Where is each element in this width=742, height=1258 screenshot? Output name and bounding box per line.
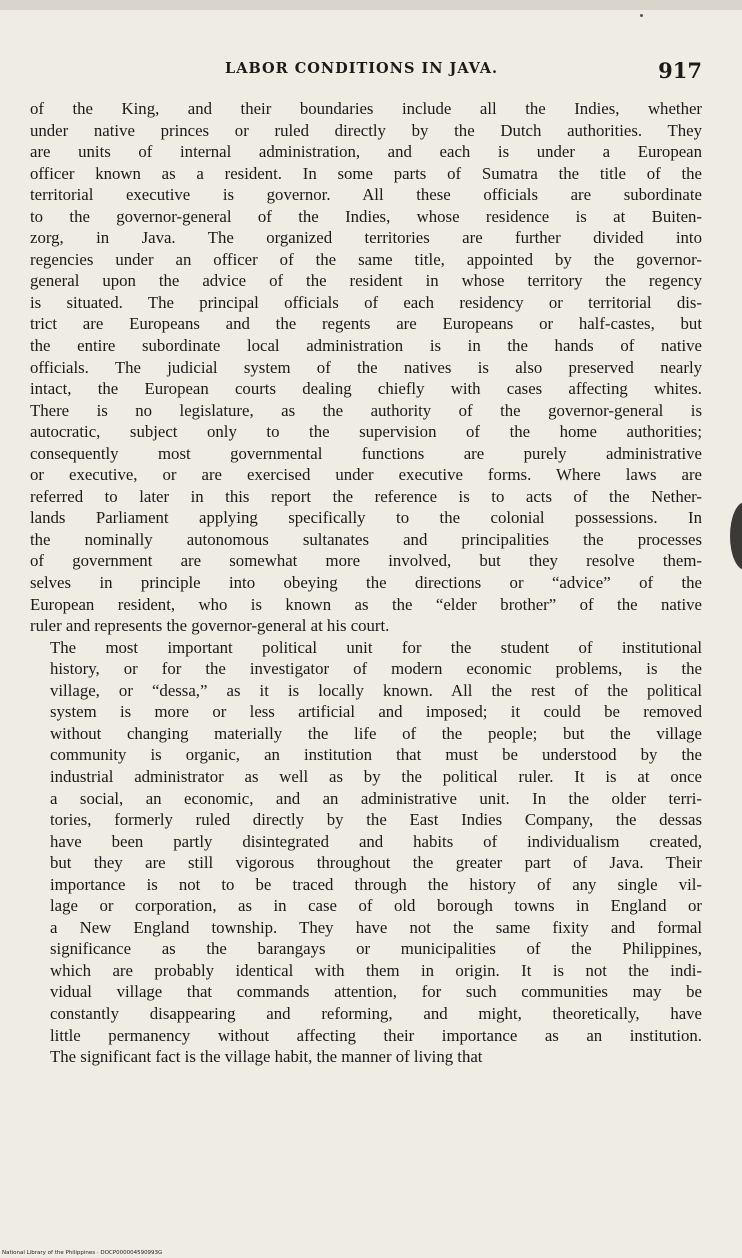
text-line: which are probably identical with them in origin. It is not the indi-	[50, 960, 702, 980]
text-line: the entire subordinate local administration is in the hands of native	[30, 336, 702, 356]
text-line: officer known as a resident. In some parts of Sumatra the title of the	[30, 163, 702, 183]
running-title: LABOR CONDITIONS IN JAVA.	[225, 60, 499, 77]
text-line: intact, the European courts dealing chiefly with cases affecting whites.	[30, 379, 702, 399]
text-line: trict are Europeans and the regents are Europeans or half-castes, but	[30, 314, 702, 334]
scan-footer: National Library of the Philippines · DOCP000004590993G	[2, 1250, 163, 1256]
text-line: little permanency without affecting their importance as an institution.	[50, 1025, 702, 1045]
thumb-shadow	[730, 502, 742, 570]
text-line: general upon the advice of the resident in whose territory the regency	[30, 271, 702, 291]
text-line: consequently most governmental functions are purely administrative	[30, 443, 702, 463]
text-line: of the King, and their boundaries include all the Indies, whether	[30, 99, 702, 118]
text-line: under native princes or ruled directly by the Dutch authorities. They	[30, 120, 702, 140]
text-line: to the governor-general of the Indies, whose residence is at Buiten-	[30, 206, 702, 226]
text-line: European resident, who is known as the “elder brother” of the native	[30, 594, 702, 614]
text-line: industrial administrator as well as by the political ruler. It is at once	[50, 766, 702, 786]
paragraph-2	[30, 637, 702, 1068]
text-line: without changing materially the life of the people; but the village	[50, 723, 702, 743]
text-line: tories, formerly ruled directly by the East Indies Company, the dessas	[50, 810, 702, 830]
text-line: ruler and represents the governor-general at his court.	[30, 616, 390, 636]
paragraph-1	[30, 98, 702, 637]
text-line: The significant fact is the village habit, the manner of living that	[50, 1047, 483, 1067]
body-text	[30, 98, 702, 1068]
text-line: There is no legislature, as the authority of the governor-general is	[30, 400, 702, 420]
text-line: community is organic, an institution that must be understood by the	[50, 745, 702, 765]
text-line: or executive, or are exercised under executive forms. Where laws are	[30, 465, 702, 485]
text-line: autocratic, subject only to the supervision of the home authorities;	[30, 422, 702, 442]
text-line: system is more or less artificial and imposed; it could be removed	[50, 702, 702, 722]
text-line: regencies under an officer of the same title, appointed by the governor-	[30, 249, 702, 269]
text-line: lage or corporation, as in case of old borough towns in England or	[50, 896, 702, 916]
text-line: zorg, in Java. The organized territories are further divided into	[30, 228, 702, 248]
text-line: importance is not to be traced through the history of any single vil-	[50, 874, 702, 894]
text-line: a New England township. They have not the same fixity and formal	[50, 917, 702, 937]
page-header	[30, 56, 702, 90]
text-line: the nominally autonomous sultanates and principalities the processes	[30, 529, 702, 549]
text-line: history, or for the investigator of modern economic problems, is the	[50, 659, 702, 679]
text-line: officials. The judicial system of the natives is also preserved nearly	[30, 357, 702, 377]
text-line: have been partly disintegrated and habits of individualism created,	[50, 831, 702, 851]
text-line: constantly disappearing and reforming, and might, theoretically, have	[50, 1003, 702, 1023]
text-line: referred to later in this report the reference is to acts of the Nether-	[30, 486, 702, 506]
text-line: are units of internal administration, and each is under a European	[30, 142, 702, 162]
text-line: of government are somewhat more involved, but they resolve them-	[30, 551, 702, 571]
text-line: a social, an economic, and an administrative unit. In the older terri-	[50, 788, 702, 808]
text-line: The most important political unit for the student of institutional	[50, 637, 702, 657]
text-line: vidual village that commands attention, for such communities may be	[50, 982, 702, 1002]
text-line: village, or “dessa,” as it is locally known. All the rest of the political	[50, 680, 702, 700]
text-line: significance as the barangays or municipalities of the Philippines,	[50, 939, 702, 959]
text-line: is situated. The principal officials of each residency or territorial dis-	[30, 292, 702, 312]
scan-edge	[0, 0, 742, 10]
text-line: but they are still vigorous throughout the greater part of Java. Their	[50, 853, 702, 873]
text-line: territorial executive is governor. All these officials are subordinate	[30, 185, 702, 205]
speck	[640, 14, 643, 17]
page-number: 917	[658, 58, 702, 83]
text-line: selves in principle into obeying the directions or “advice” of the	[30, 573, 702, 593]
text-line: lands Parliament applying specifically to the colonial possessions. In	[30, 508, 702, 528]
